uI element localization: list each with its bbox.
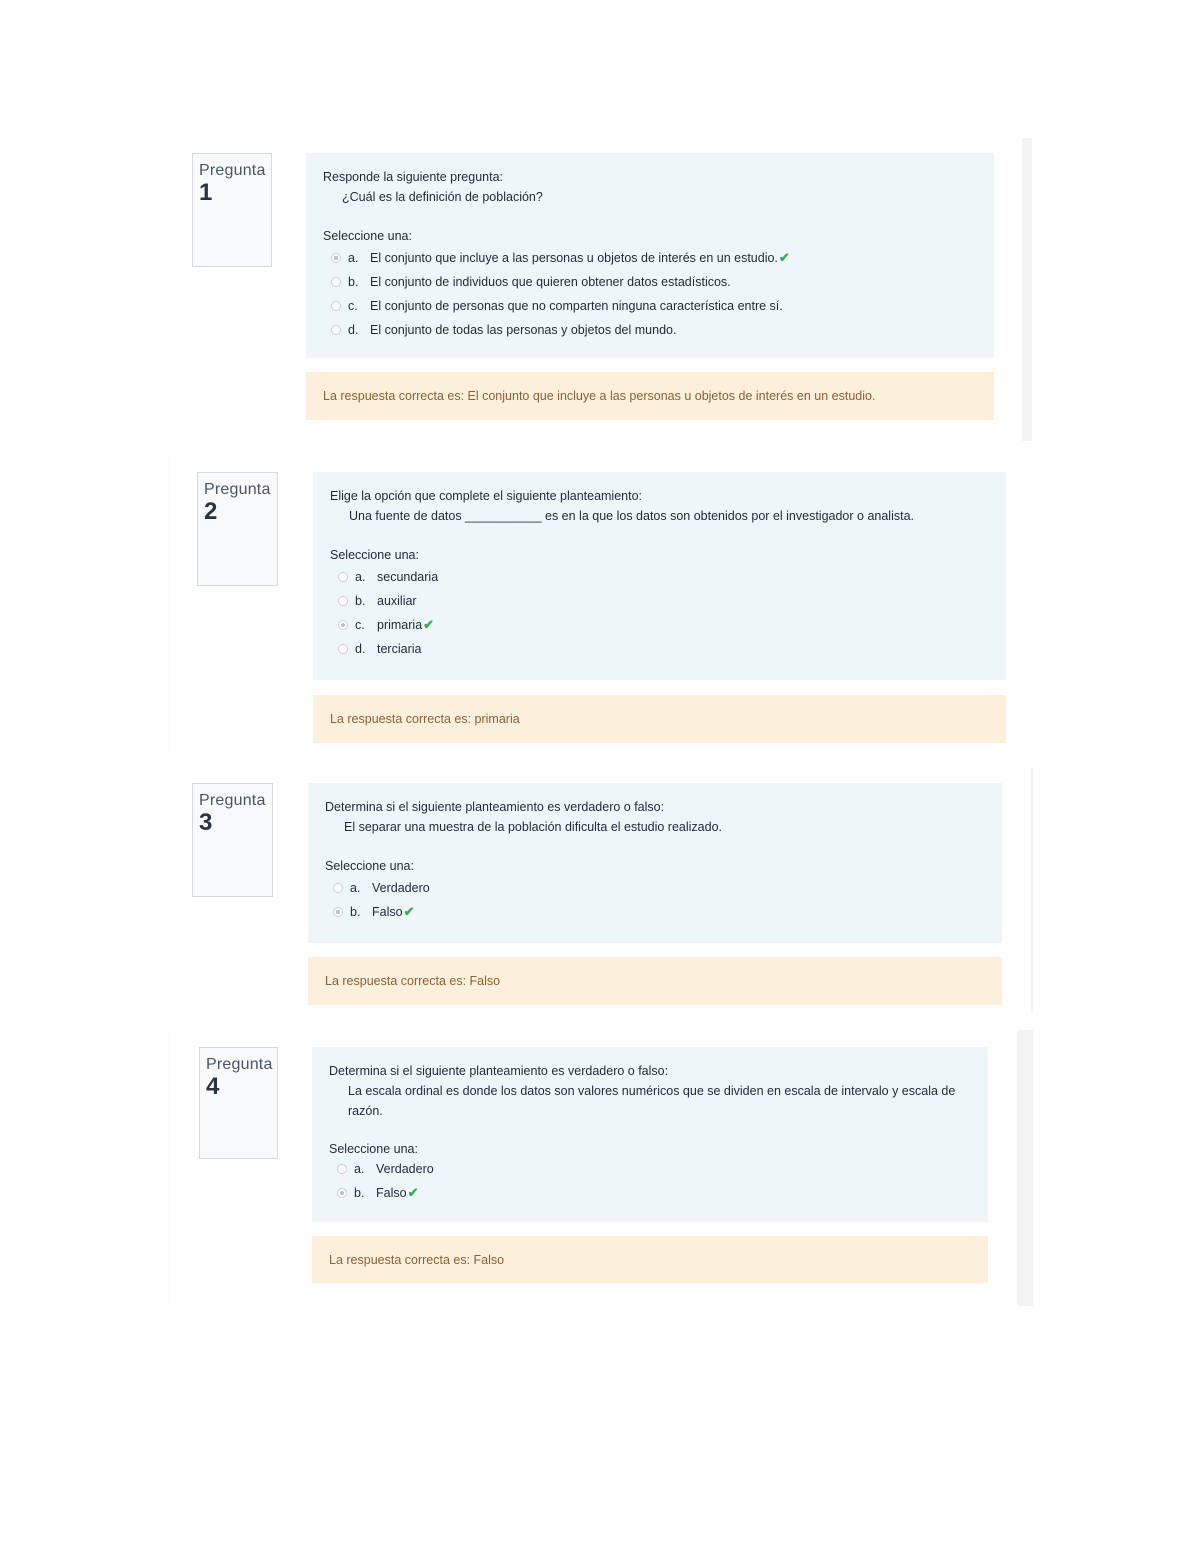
- answer-option[interactable]: [331, 270, 977, 294]
- option-text: secundaria: [377, 570, 439, 584]
- select-label: Seleccione una:: [330, 548, 419, 562]
- answer-options: [329, 1157, 971, 1205]
- question-text-box: [308, 783, 1002, 943]
- correct-answer-feedback: La respuesta correcta es: Falso: [312, 1236, 988, 1283]
- question-label: Pregunta: [204, 481, 271, 498]
- answer-option[interactable]: [337, 1157, 971, 1181]
- question-statement: Una fuente de datos ___________ es en la que los datos son obtenidos por el investigador o analista.: [349, 509, 914, 523]
- radio-button-icon[interactable]: [337, 1188, 347, 1198]
- option-letter: d.: [355, 642, 366, 656]
- check-icon: ✔: [423, 617, 435, 632]
- option-letter: a.: [348, 251, 359, 265]
- radio-button-icon[interactable]: [337, 1164, 347, 1174]
- option-letter: b.: [348, 275, 359, 289]
- option-text: El conjunto de personas que no comparten ninguna característica entre sí.: [370, 299, 783, 313]
- radio-button-icon[interactable]: [338, 620, 348, 630]
- answer-option[interactable]: [333, 876, 985, 900]
- scrollbar[interactable]: [1022, 138, 1032, 441]
- option-text: Verdadero: [376, 1162, 434, 1176]
- question-label: Pregunta: [199, 162, 266, 179]
- radio-button-icon[interactable]: [338, 596, 348, 606]
- correct-answer-feedback: La respuesta correcta es: Falso: [308, 957, 1002, 1005]
- answer-option[interactable]: [337, 1181, 971, 1205]
- answer-options: [325, 876, 985, 924]
- answer-option[interactable]: [331, 246, 977, 270]
- question-info: [192, 783, 273, 897]
- radio-button-icon[interactable]: [331, 277, 341, 287]
- option-letter: b.: [355, 594, 366, 608]
- option-letter: c.: [355, 618, 365, 632]
- question-info: [199, 1047, 278, 1159]
- question-info: [192, 153, 272, 267]
- correct-answer-feedback: La respuesta correcta es: primaria: [313, 695, 1006, 743]
- question-statement: El separar una muestra de la población dificulta el estudio realizado.: [344, 820, 723, 834]
- option-text: primaria: [377, 618, 423, 632]
- option-letter: a.: [355, 570, 366, 584]
- radio-button-icon[interactable]: [331, 301, 341, 311]
- option-letter: b.: [350, 905, 361, 919]
- radio-button-icon[interactable]: [333, 883, 343, 893]
- option-text: Falso: [376, 1186, 407, 1200]
- question-number: 2: [204, 498, 218, 525]
- question-text-box: [313, 472, 1006, 680]
- question-prompt: Responde la siguiente pregunta:: [323, 170, 503, 184]
- answer-option[interactable]: [331, 294, 977, 318]
- check-icon: ✔: [407, 1185, 419, 1200]
- option-text: Verdadero: [372, 881, 430, 895]
- answer-option[interactable]: [338, 565, 989, 589]
- radio-button-icon[interactable]: [338, 644, 348, 654]
- question-info: [197, 472, 278, 586]
- question-statement: La escala ordinal es donde los datos son valores numéricos que se dividen en escala de intervalo y escala de razón.: [348, 1084, 956, 1118]
- check-icon: ✔: [778, 250, 790, 265]
- option-letter: b.: [354, 1186, 365, 1200]
- option-text: El conjunto de individuos que quieren obtener datos estadísticos.: [370, 275, 731, 289]
- scrollbar[interactable]: [1017, 1030, 1033, 1306]
- option-letter: d.: [348, 323, 359, 337]
- question-statement: ¿Cuál es la definición de población?: [342, 190, 543, 204]
- check-icon: ✔: [403, 904, 415, 919]
- question-prompt: Determina si el siguiente planteamiento es verdadero o falso:: [329, 1064, 669, 1078]
- question-frame: [168, 1030, 170, 1306]
- select-label: Seleccione una:: [323, 229, 412, 243]
- answer-options: [323, 246, 977, 342]
- radio-button-icon[interactable]: [331, 253, 341, 263]
- question-prompt: Determina si el siguiente planteamiento es verdadero o falso:: [325, 800, 665, 814]
- question-text-box: [306, 153, 994, 358]
- select-label: Seleccione una:: [325, 859, 414, 873]
- question-number: 1: [199, 179, 213, 206]
- scrollbar[interactable]: [1031, 768, 1033, 1014]
- question-number: 3: [199, 809, 213, 836]
- answer-option[interactable]: [338, 589, 989, 613]
- answer-option[interactable]: [333, 900, 985, 924]
- select-label: Seleccione una:: [329, 1142, 418, 1156]
- question-number: 4: [206, 1073, 220, 1100]
- radio-button-icon[interactable]: [331, 325, 341, 335]
- question-label: Pregunta: [206, 1056, 273, 1073]
- question-prompt: Elige la opción que complete el siguiente planteamiento:: [330, 489, 643, 503]
- option-text: El conjunto de todas las personas y objetos del mundo.: [370, 323, 677, 337]
- answer-options: [330, 565, 989, 661]
- option-text: auxiliar: [377, 594, 417, 608]
- question-label: Pregunta: [199, 792, 266, 809]
- correct-answer-feedback: La respuesta correcta es: El conjunto que incluye a las personas u objetos de interés en un estudio.: [306, 372, 994, 420]
- question-frame: [168, 455, 170, 751]
- answer-option[interactable]: [331, 318, 977, 342]
- answer-option[interactable]: [338, 637, 989, 661]
- option-text: El conjunto que incluye a las personas u objetos de interés en un estudio.: [370, 251, 778, 265]
- radio-button-icon[interactable]: [338, 572, 348, 582]
- option-letter: a.: [354, 1162, 365, 1176]
- option-letter: c.: [348, 299, 358, 313]
- answer-option[interactable]: [338, 613, 989, 637]
- option-text: terciaria: [377, 642, 422, 656]
- option-letter: a.: [350, 881, 361, 895]
- question-text-box: [312, 1047, 988, 1222]
- option-text: Falso: [372, 905, 403, 919]
- radio-button-icon[interactable]: [333, 907, 343, 917]
